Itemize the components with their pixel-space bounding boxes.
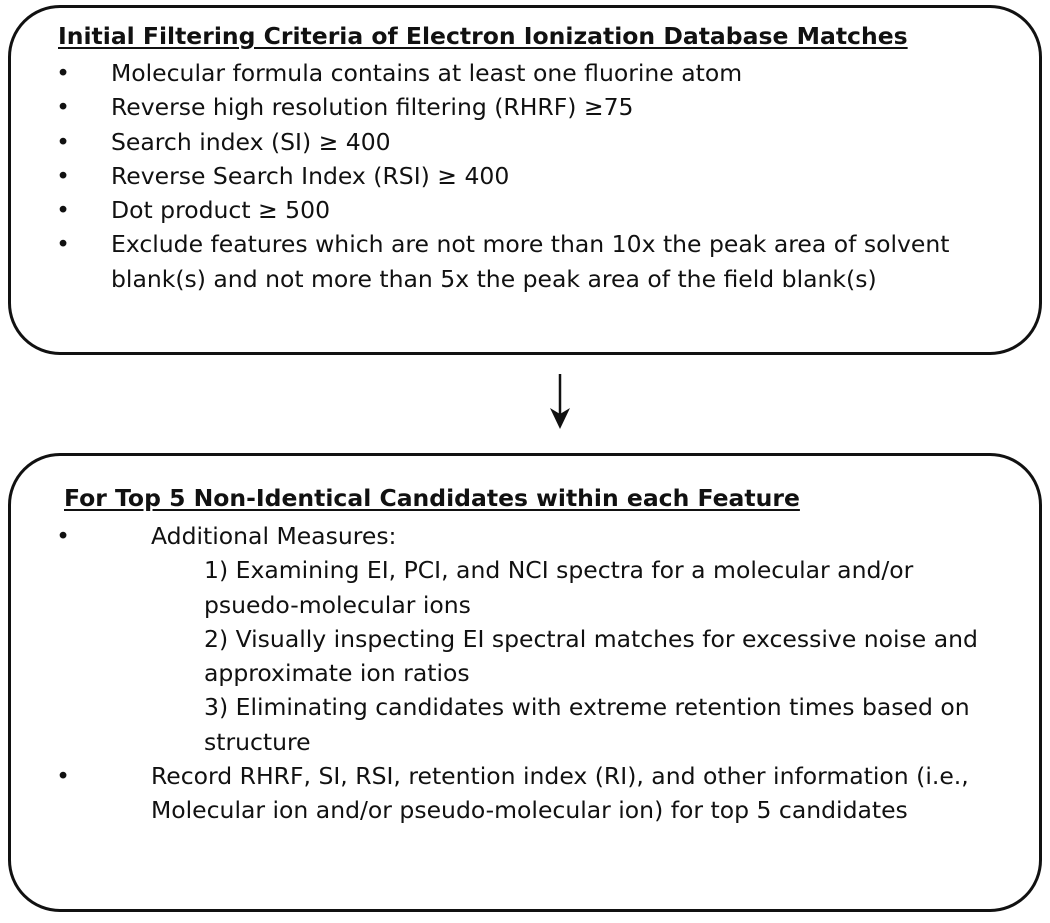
filtering-criteria-title: Initial Filtering Criteria of Electron Ionization Database Matches: [58, 22, 908, 50]
bullet-icon: •: [56, 522, 70, 550]
measure-step: 1) Examining EI, PCI, and NCI spectra for a molecular and/or psuedo-molecular ions: [204, 556, 914, 619]
top-candidates-list: [53, 519, 1013, 828]
list-item: [53, 125, 993, 159]
list-item-text: Dot product ≥ 500: [111, 196, 331, 225]
list-item: [53, 193, 993, 227]
measure-step: 2) Visually inspecting EI spectral matches for excessive noise and approximate ion ratios: [204, 624, 978, 688]
list-item-text: Record RHRF, SI, RSI, retention index (RI), and other information (i.e., Molecular ion and/or pseudo-molecular ion) for top 5 candidates: [151, 762, 969, 825]
list-item-text: Search index (SI) ≥ 400: [111, 127, 391, 156]
list-item-text: Reverse high resolution filtering (RHRF) ≥75: [111, 93, 634, 122]
top-candidates-title: For Top 5 Non-Identical Candidates within each Feature: [64, 484, 800, 512]
top-candidates-box: [8, 453, 1042, 912]
bullet-icon: •: [56, 127, 70, 156]
list-item-text: Exclude features which are not more than 10x the peak area of solvent blank(s) and not more than 5x the peak area of the field blank(s): [111, 230, 950, 293]
arrow-down-icon: [548, 374, 572, 430]
bullet-icon: •: [56, 196, 70, 225]
list-item: [53, 519, 1013, 759]
list-item: [53, 159, 993, 193]
bullet-icon: •: [56, 161, 70, 190]
list-item: [53, 90, 993, 124]
bullet-icon: •: [56, 762, 70, 791]
list-item: [53, 56, 993, 90]
additional-measures-label: Additional Measures:: [151, 522, 397, 550]
filtering-criteria-box: [8, 5, 1042, 355]
bullet-icon: •: [56, 59, 70, 87]
bullet-icon: •: [56, 230, 70, 259]
list-item: [53, 227, 993, 296]
list-item: [53, 759, 1013, 828]
list-item-text: Molecular formula contains at least one fluorine atom: [111, 59, 743, 87]
list-item-text: Reverse Search Index (RSI) ≥ 400: [111, 161, 510, 190]
measure-step: 3) Eliminating candidates with extreme retention times based on structure: [204, 693, 970, 756]
filtering-criteria-list: [53, 56, 993, 296]
bullet-icon: •: [56, 93, 70, 122]
